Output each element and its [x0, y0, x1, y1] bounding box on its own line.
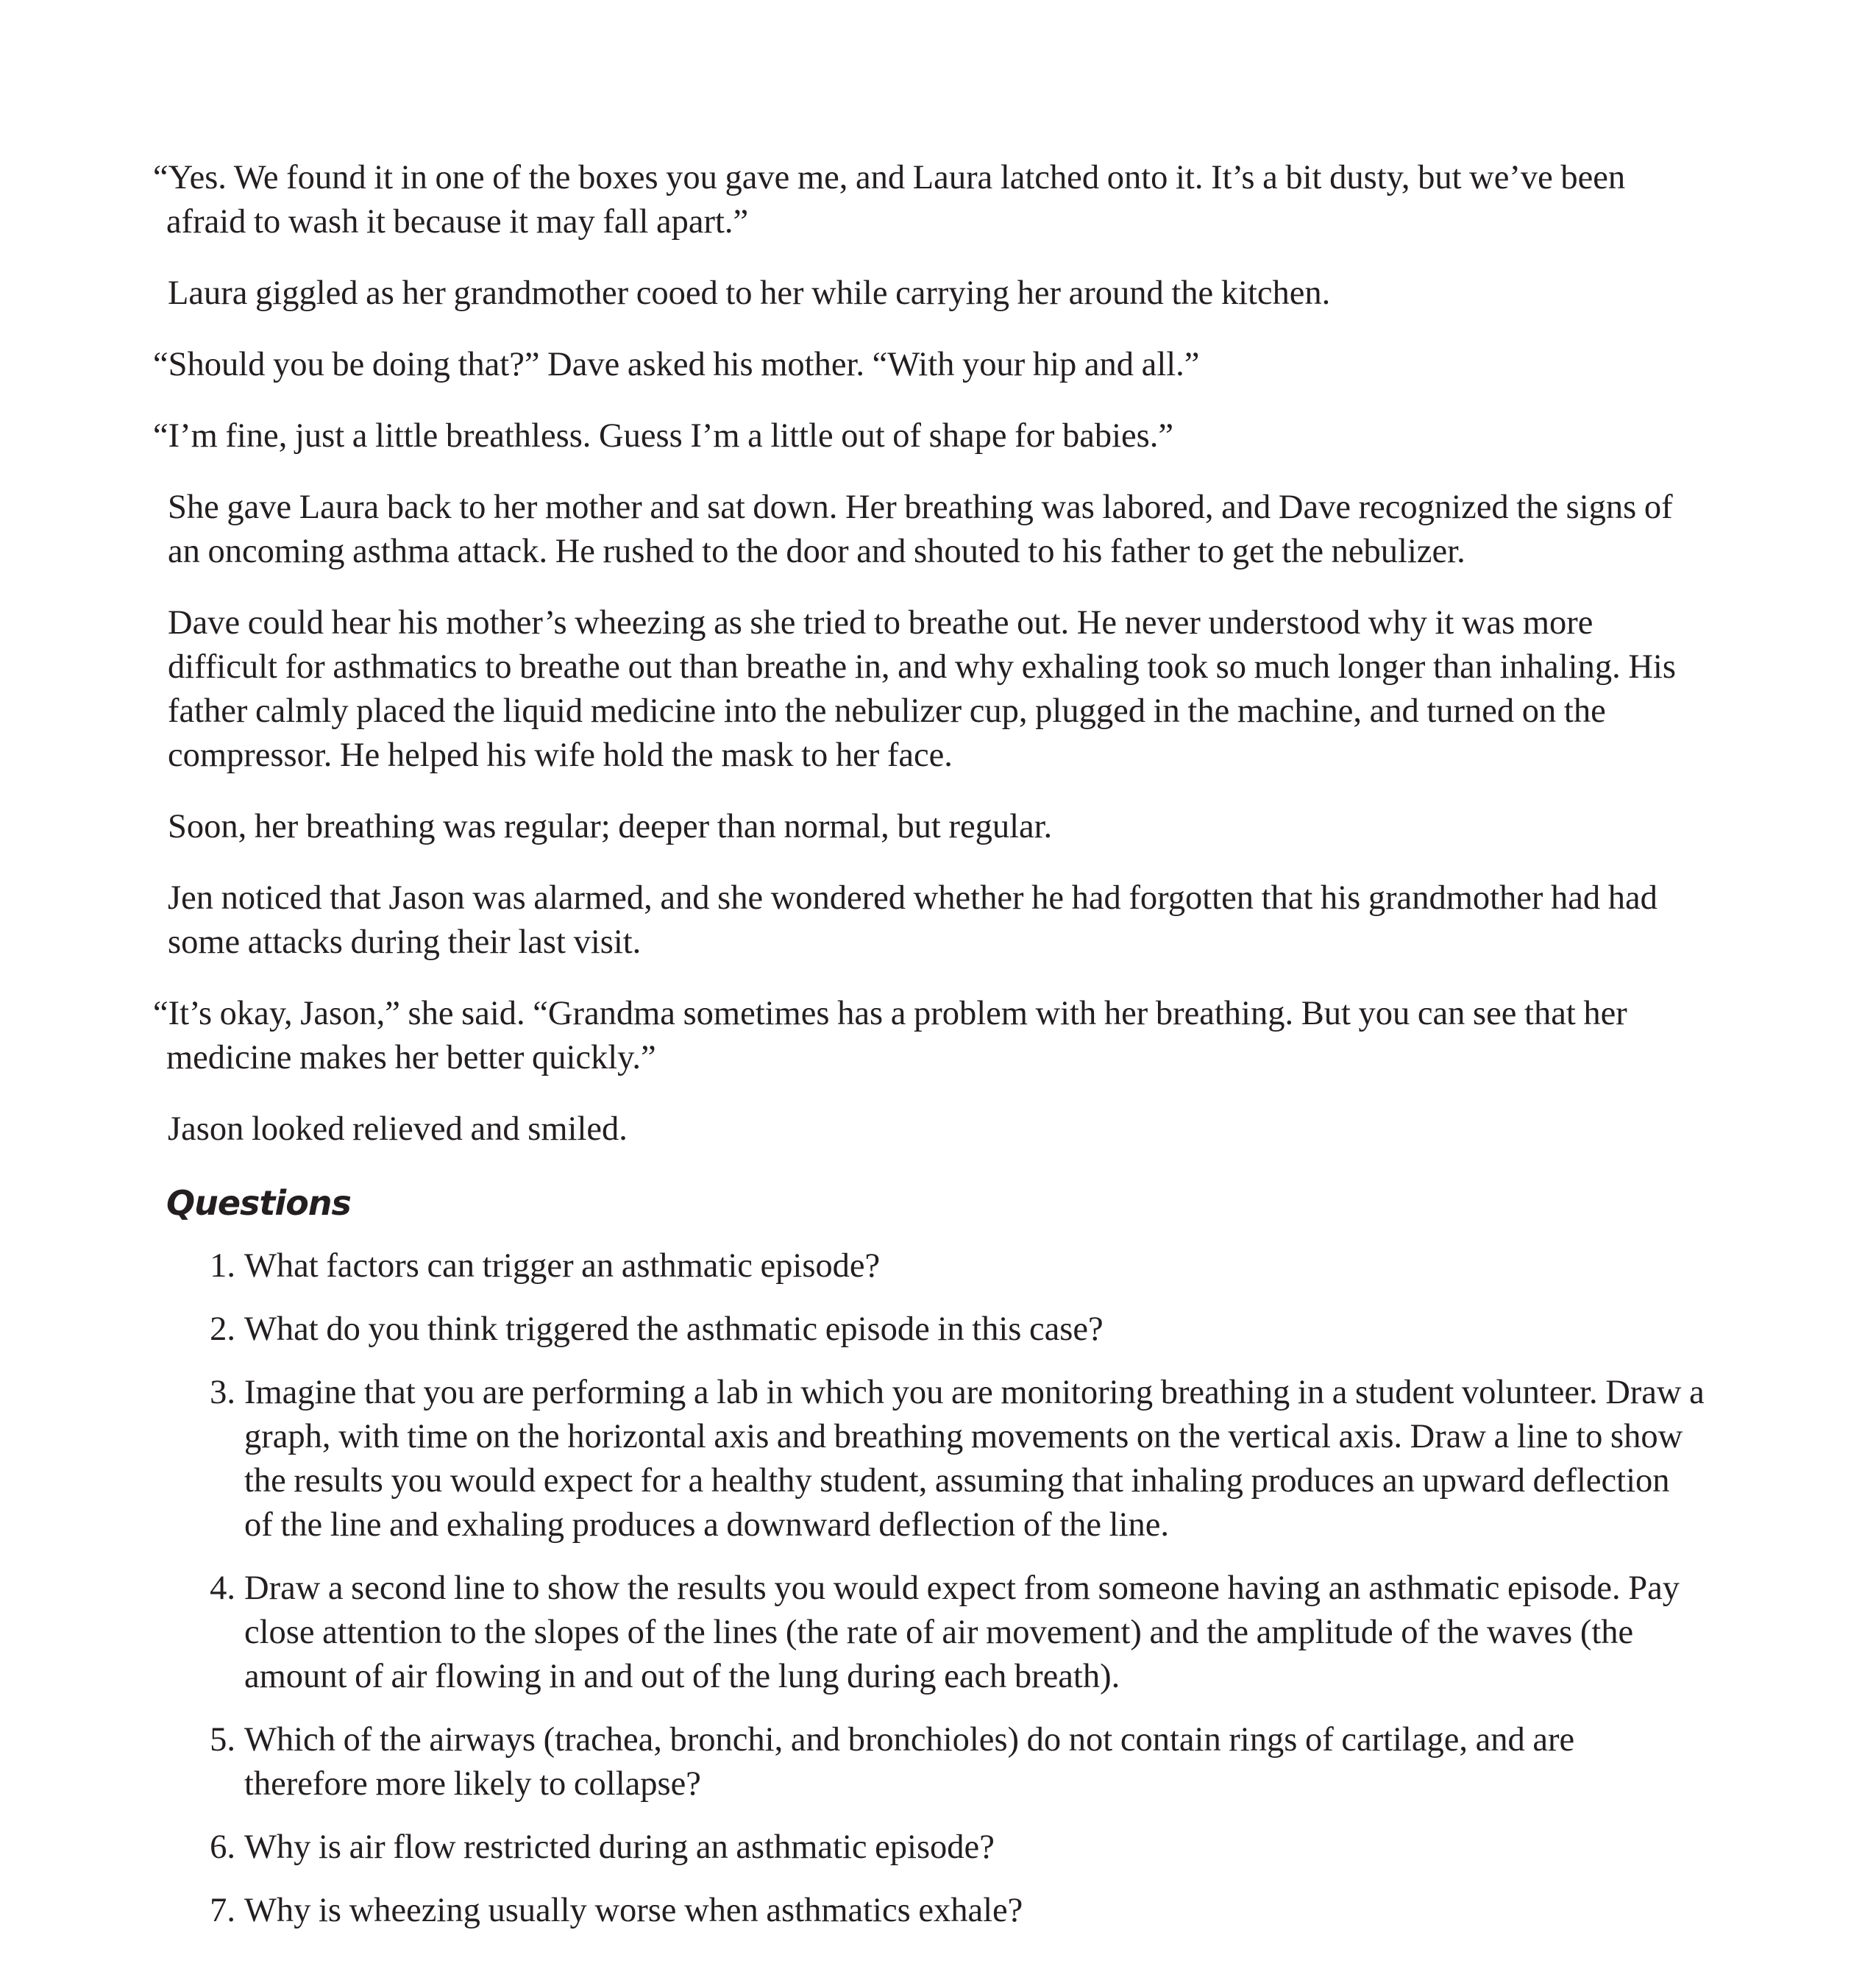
- question-text: What do you think triggered the asthmatic episode in this case?: [244, 1310, 1104, 1348]
- question-number: 4.: [210, 1569, 235, 1607]
- question-item-7: [153, 1889, 1705, 1933]
- question-item-3: [153, 1371, 1705, 1547]
- question-text: What factors can trigger an asthmatic episode?: [244, 1247, 881, 1285]
- question-number: 1.: [210, 1247, 235, 1285]
- question-number: 2.: [210, 1310, 235, 1348]
- question-number: 5.: [210, 1721, 235, 1759]
- paragraph-6: Dave could hear his mother’s wheezing as she tried to breathe out. He never understood why it was more difficult for asthmatics to breathe out than breathe in, and why exhaling took so much longer than inhaling. His father calmly placed the liquid medicine into the nebulizer cup, plugged in the machine, and turned on the compressor. He helped his wife hold the mask to her face.: [168, 604, 1676, 774]
- paragraph-8: Jen noticed that Jason was alarmed, and she wondered whether he had forgotten that his grandmother had had some attacks during their last visit.: [168, 879, 1658, 961]
- question-item-4: [153, 1567, 1705, 1699]
- paragraph-9: “It’s okay, Jason,” she said. “Grandma sometimes has a problem with her breathing. But you can see that her medicine makes her better quickly.”: [153, 995, 1627, 1076]
- question-number: 3.: [210, 1374, 235, 1411]
- question-item-6: [153, 1826, 1705, 1870]
- paragraph-2: Laura giggled as her grandmother cooed to her while carrying her around the kitchen.: [168, 274, 1331, 312]
- paragraph-3: “Should you be doing that?” Dave asked his mother. “With your hip and all.”: [153, 346, 1200, 383]
- questions-heading: Questions: [166, 1183, 351, 1223]
- question-item-5: [153, 1718, 1705, 1806]
- question-text: Draw a second line to show the results you would expect from someone having an asthmatic episode. Pay close attention to the slopes of the lines (the rate of air movement) and the amplitude of the waves (the amount of air flowing in and out of the lung during each breath).: [244, 1569, 1680, 1695]
- paragraph-5: She gave Laura back to her mother and sat down. Her breathing was labored, and Dave recognized the signs of an oncoming asthma attack. He rushed to the door and shouted to his father to get the nebulizer.: [168, 489, 1673, 570]
- paragraph-7: Soon, her breathing was regular; deeper than normal, but regular.: [168, 808, 1053, 845]
- question-item-1: [153, 1244, 1705, 1288]
- paragraph-10: Jason looked relieved and smiled.: [168, 1110, 628, 1148]
- question-number: 6.: [210, 1828, 235, 1866]
- question-text: Why is wheezing usually worse when asthmatics exhale?: [244, 1892, 1023, 1929]
- question-text: Imagine that you are performing a lab in which you are monitoring breathing in a student volunteer. Draw a graph, with time on the horizontal axis and breathing movements on the vertical axis. Draw a line to show the results you would expect for a healthy student, assuming that inhaling produces an upward deflection of the line and exhaling produces a downward deflection of the line.: [244, 1374, 1705, 1544]
- question-text: Which of the airways (trachea, bronchi, and bronchioles) do not contain rings of cartilage, and are therefore more likely to collapse?: [244, 1721, 1575, 1803]
- question-item-2: [153, 1308, 1705, 1352]
- paragraph-4: “I’m fine, just a little breathless. Guess I’m a little out of shape for babies.”: [153, 417, 1174, 455]
- question-text: Why is air flow restricted during an asthmatic episode?: [244, 1828, 995, 1866]
- question-number: 7.: [210, 1892, 235, 1929]
- paragraph-1: “Yes. We found it in one of the boxes you gave me, and Laura latched onto it. It’s a bit dusty, but we’ve been afraid to wash it because it may fall apart.”: [153, 159, 1626, 241]
- questions-list: [153, 1244, 1705, 1933]
- text-column: [153, 156, 1705, 1952]
